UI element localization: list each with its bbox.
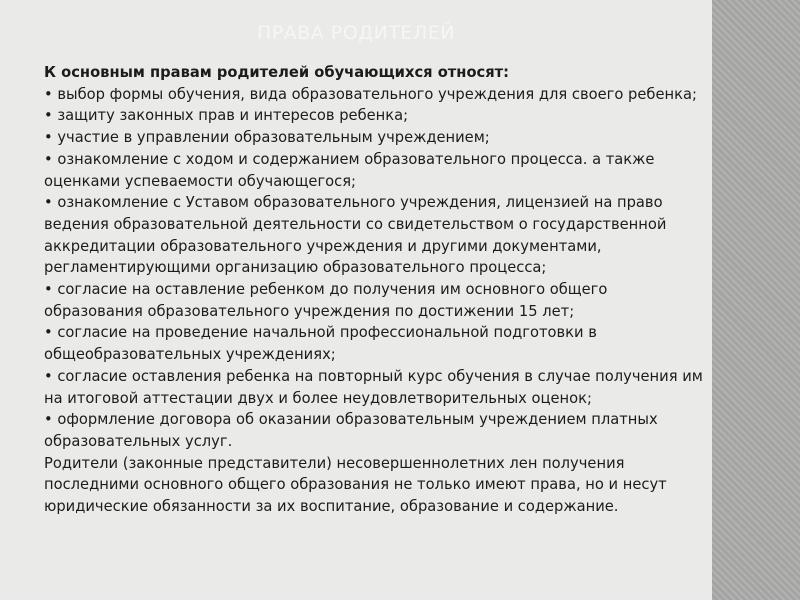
intro-text: К основным правам родителей обучающихся относят:: [44, 64, 510, 81]
list-item: • защиту законных прав и интересов ребенка;: [44, 105, 708, 127]
list-item: • согласие оставления ребенка на повторный курс обучения в случае получения им на итоговой аттестации двух и более неудовлетворительных оценок;: [44, 366, 708, 409]
slide-title: ПРАВА РОДИТЕЛЕЙ: [257, 22, 455, 44]
list-item: • ознакомление с Уставом образовательного учреждения, лицензией на право ведения образовательной деятельности со свидетельством о государственной аккредитации образовательного учреждения и другими документами, регламентирующими организацию образовательного процесса;: [44, 192, 708, 279]
list-item: • ознакомление с ходом и содержанием образовательного процесса. а также оценками успеваемости обучающегося;: [44, 149, 708, 192]
list-item: • выбор формы обучения, вида образовательного учреждения для своего ребенка;: [44, 84, 708, 106]
list-item: • согласие на проведение начальной профессиональной подготовки в общеобразовательных учреждениях;: [44, 322, 708, 365]
closing-paragraph: Родители (законные представители) несовершеннолетних лен получения последними основного общего образования не только имеют права, но и несут юридические обязанности за их воспитание, образование и содержание.: [44, 454, 667, 516]
decorative-side-stripe: [712, 0, 800, 600]
rights-list: [44, 84, 708, 453]
list-item: • оформление договора об оказании образовательным учреждением платных образовательных услуг.: [44, 409, 708, 452]
list-item: • участие в управлении образовательным учреждением;: [44, 127, 708, 149]
list-item: • согласие на оставление ребенком до получения им основного общего образования образовательного учреждения по достижении 15 лет;: [44, 279, 708, 322]
slide-body: [44, 62, 708, 518]
